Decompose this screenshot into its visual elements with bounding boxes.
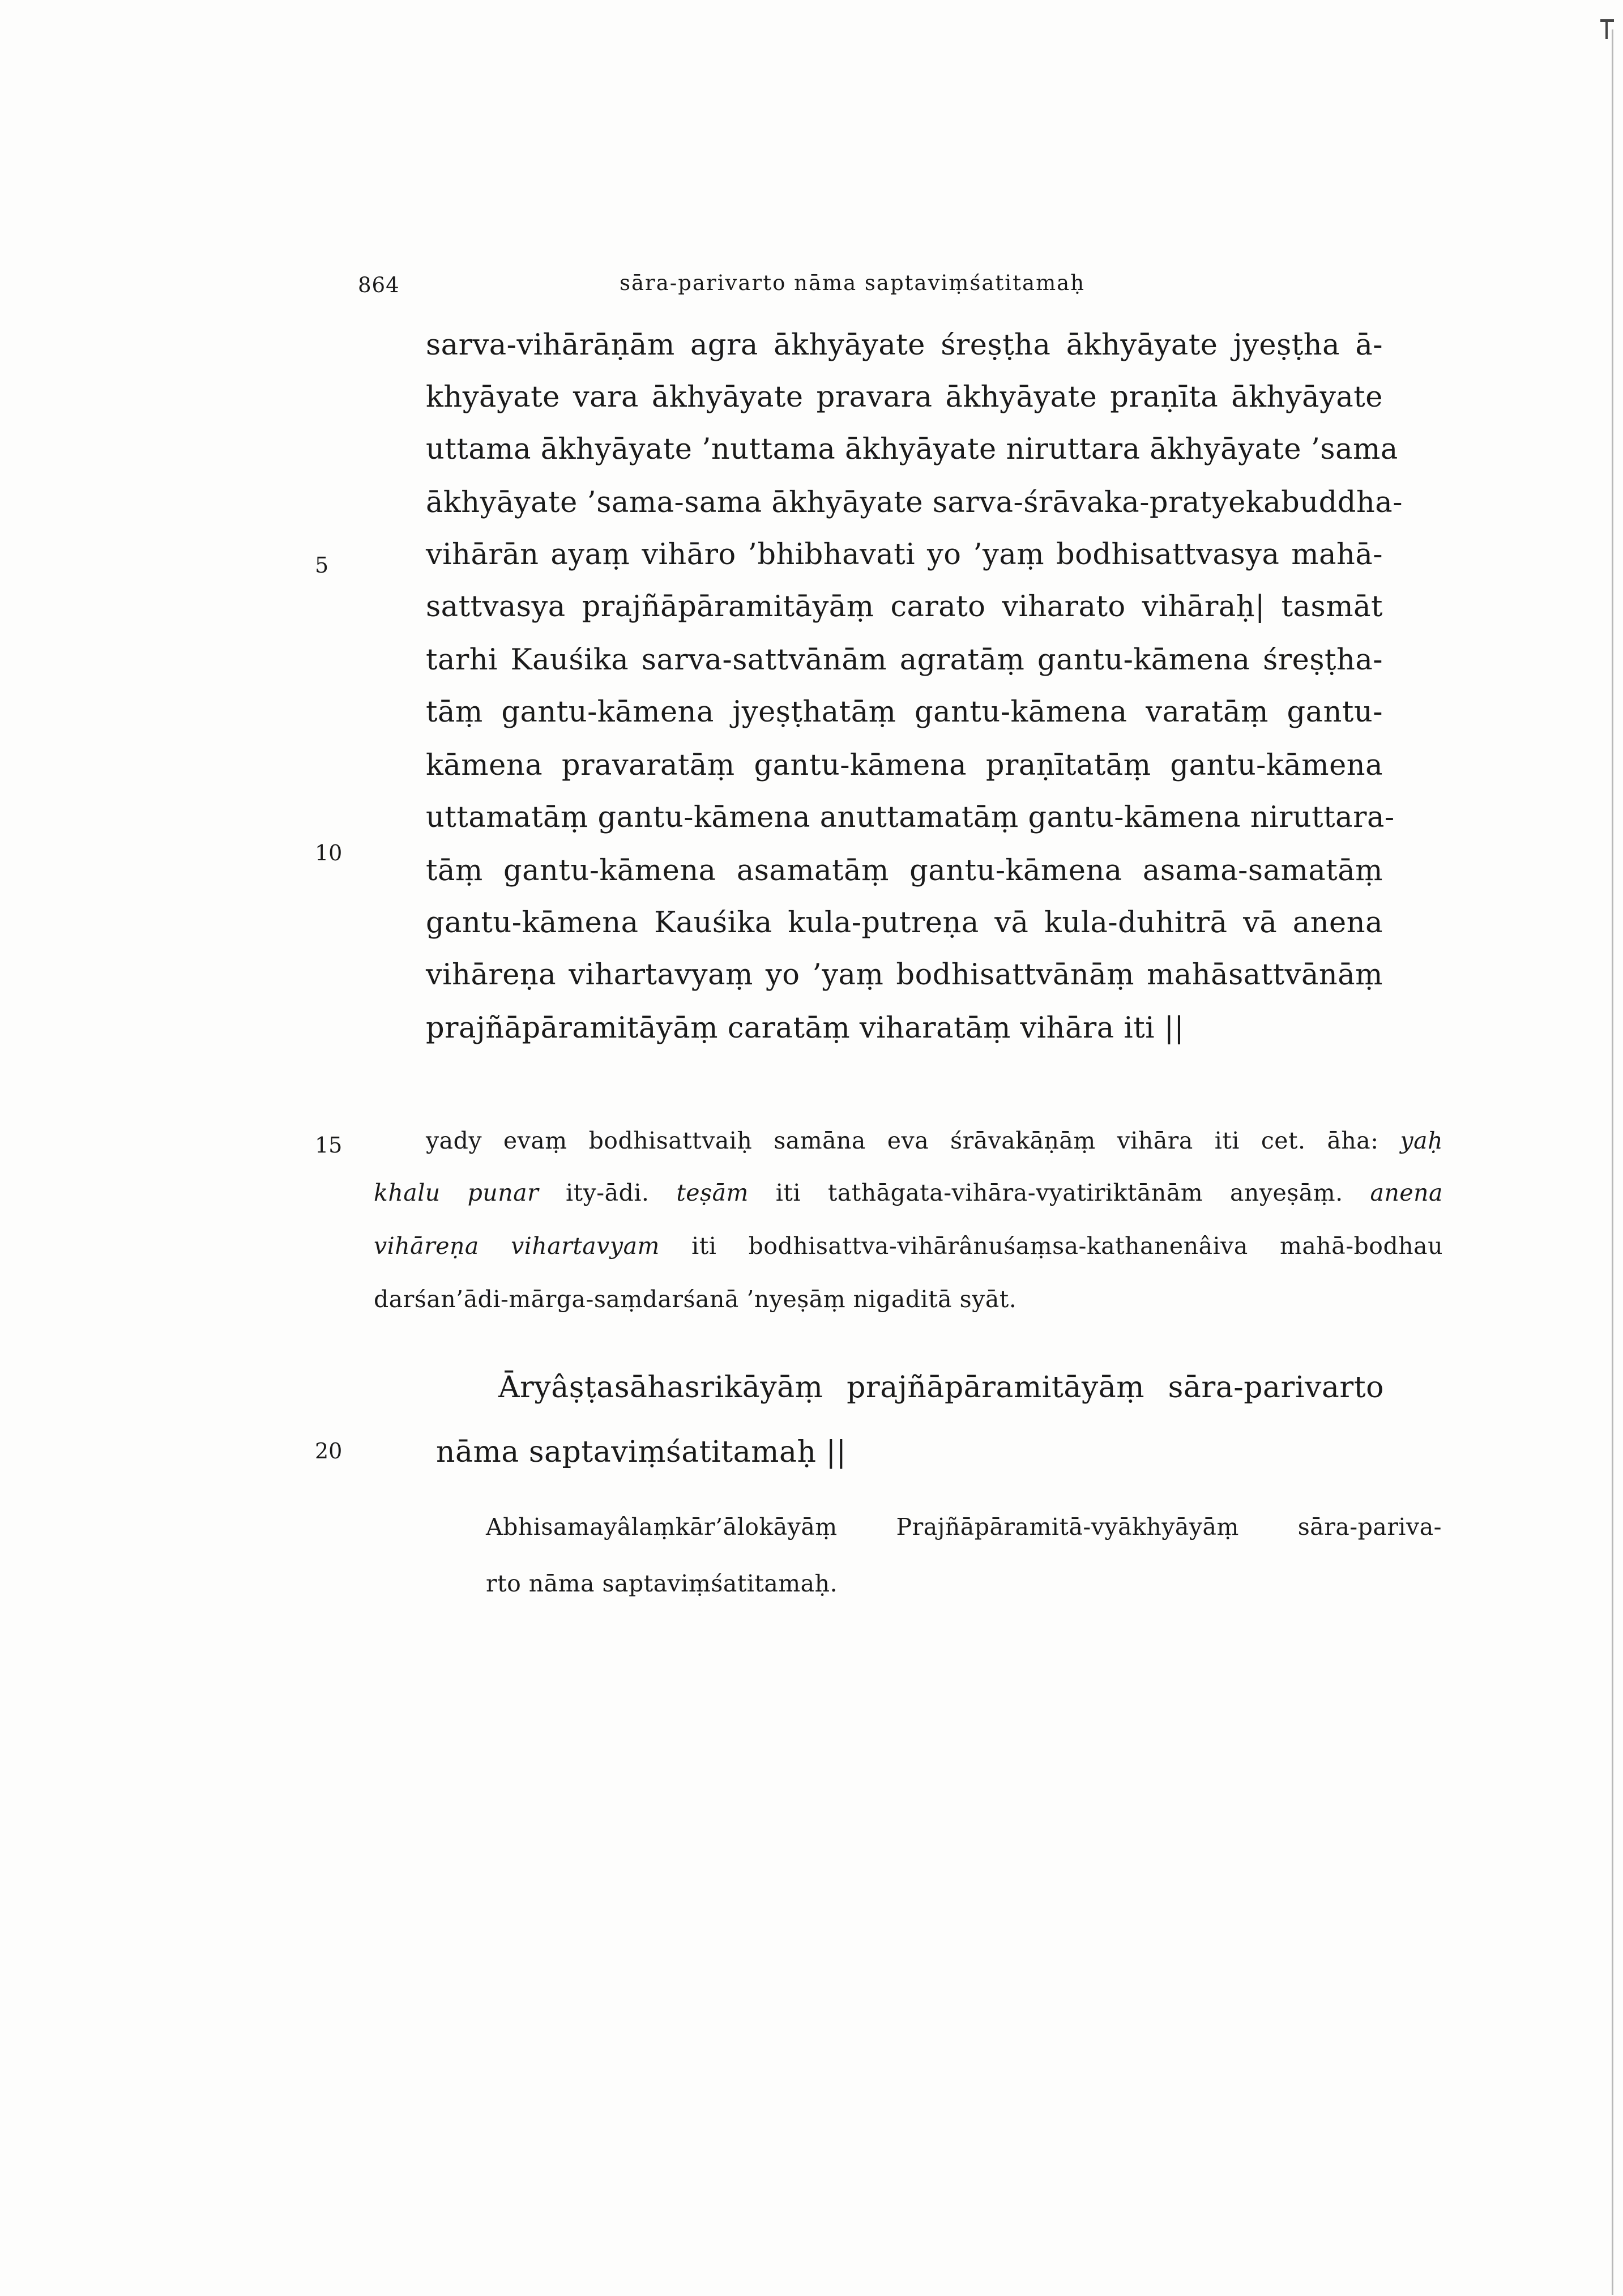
commentary-italic: vihāreṇa vihartavyam bbox=[374, 1232, 660, 1260]
commentary-text: iti tathāgata-vihāra-vyatiriktānām anyeṣāṃ. bbox=[748, 1179, 1370, 1206]
colophon-title: nāma saptaviṃśatitamaḥ || bbox=[436, 1435, 847, 1469]
text-line: tāṃ gantu-kāmena jyeṣṭhatāṃ gantu-kāmena varatāṃ gantu- bbox=[426, 695, 1383, 729]
commentary-line: darśan’ādi-mārga-saṃdarśanā ’nyeṣāṃ nigaditā syāt. bbox=[374, 1286, 1017, 1313]
commentary-colophon: rto nāma saptaviṃśatitamaḥ. bbox=[486, 1570, 838, 1597]
line-number: 15 bbox=[315, 1133, 343, 1158]
commentary-italic: yaḥ bbox=[1400, 1127, 1443, 1154]
line-number: 20 bbox=[315, 1439, 343, 1463]
text-line: uttama ākhyāyate ’nuttama ākhyāyate niruttara ākhyāyate ’sama bbox=[426, 433, 1398, 466]
line-number: 5 bbox=[315, 553, 329, 578]
text-line: khyāyate vara ākhyāyate pravara ākhyāyate praṇīta ākhyāyate bbox=[426, 381, 1383, 414]
commentary-text: yady evaṃ bodhisattvaiḥ samāna eva śrāvakāṇāṃ vihāra iti cet. āha: bbox=[426, 1127, 1379, 1154]
text-line: prajñāpāramitāyāṃ caratāṃ viharatāṃ vihāra iti || bbox=[426, 1012, 1185, 1045]
text-line: sarva-vihārāṇām agra ākhyāyate śreṣṭha ākhyāyate jyeṣṭha ā- bbox=[426, 328, 1383, 362]
commentary-italic: anena bbox=[1370, 1179, 1443, 1206]
line-number: 10 bbox=[315, 840, 343, 865]
running-title: sāra-parivarto nāma saptaviṃśatitamaḥ bbox=[620, 271, 1086, 295]
text-line: ākhyāyate ’sama-sama ākhyāyate sarva-śrāvaka-pratyekabuddha- bbox=[426, 486, 1403, 519]
commentary-italic: khalu punar bbox=[374, 1179, 539, 1206]
commentary-line bbox=[426, 1127, 1443, 1154]
text-line: sattvasya prajñāpāramitāyāṃ carato viharato vihāraḥ| tasmāt bbox=[426, 590, 1383, 624]
commentary-text: ity-ādi. bbox=[539, 1179, 677, 1206]
commentary-line bbox=[374, 1232, 1443, 1260]
page-number: 864 bbox=[358, 273, 400, 297]
text-line: kāmena pravaratāṃ gantu-kāmena praṇītatāṃ gantu-kāmena bbox=[426, 749, 1383, 782]
commentary-colophon: Abhisamayâlaṃkār’ālokāyāṃ Prajñāpāramitā-vyākhyāyāṃ sāra-pariva- bbox=[486, 1513, 1442, 1540]
text-line: uttamatāṃ gantu-kāmena anuttamatāṃ gantu-kāmena niruttara- bbox=[426, 801, 1395, 834]
text-line: vihārān ayaṃ vihāro ’bhibhavati yo ’yaṃ bodhisattvasya mahā- bbox=[426, 538, 1383, 571]
text-line: tarhi Kauśika sarva-sattvānām agratāṃ gantu-kāmena śreṣṭha- bbox=[426, 643, 1383, 677]
commentary-italic: teṣām bbox=[676, 1179, 749, 1206]
commentary-text: iti bodhisattva-vihārânuśaṃsa-kathanenâiva mahā-bodhau bbox=[659, 1232, 1443, 1260]
text-line: gantu-kāmena Kauśika kula-putreṇa vā kula-duhitrā vā anena bbox=[426, 906, 1383, 940]
text-line: vihāreṇa vihartavyaṃ yo ’yaṃ bodhisattvānāṃ mahāsattvānāṃ bbox=[426, 958, 1383, 992]
colophon-title: Āryâṣṭasāhasrikāyāṃ prajñāpāramitāyāṃ sāra-parivarto bbox=[498, 1371, 1384, 1405]
commentary-line bbox=[374, 1179, 1443, 1206]
page-edge-rule bbox=[1612, 29, 1613, 2295]
text-line: tāṃ gantu-kāmena asamatāṃ gantu-kāmena asama-samatāṃ bbox=[426, 854, 1383, 887]
